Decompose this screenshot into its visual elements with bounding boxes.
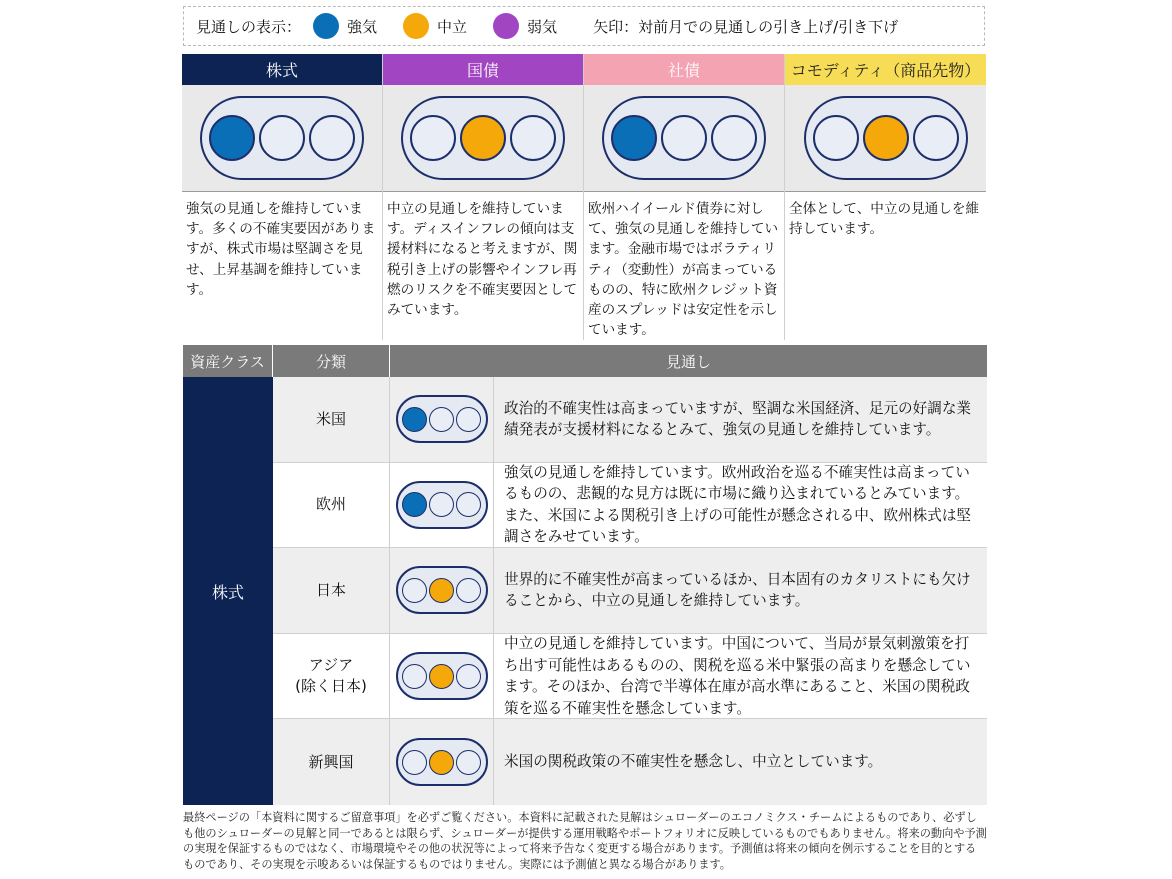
lamp-right	[456, 664, 481, 689]
lamp-right	[456, 578, 481, 603]
table-header-row	[183, 345, 987, 377]
card-description: 中立の見通しを維持しています。ディスインフレの傾向は支援材料になると考えますが、関税引き上げの影響やインフレ再燃のリスクを不確実要因としてみています。	[387, 201, 578, 319]
legend-neutral-dot-icon	[403, 13, 429, 39]
legend-bullish-label: 強気	[347, 17, 378, 36]
traffic-light-icon	[804, 96, 968, 180]
row-category: 米国	[273, 377, 390, 462]
disclaimer-footer: 最終ページの「本資料に関するご留意事項」を必ずご覧ください。本資料に記載された見解はシュローダーのエコノミクス・チームによるものであり、必ずしも他のシュローダーの見解と同一であるとは限らず、シュローダーが提供する運用戦略やポートフォリオに反映しているものでもありません。将来の動向や予測の実現を保証するものではなく、市場環境やその他の状況等によって将来予告なく変更する場合があります。予測値は将来の傾向を例示することを目的とするものであり、その実現を示唆あるいは保証するものではりません。実際には予測値と異なる場合があります。	[183, 811, 987, 871]
lamp-left	[402, 664, 427, 689]
header-asset-class: 資産クラス	[183, 345, 273, 377]
card-header: 国債	[383, 54, 583, 85]
lamp-right	[456, 750, 481, 775]
lamp-left	[611, 115, 657, 161]
legend-neutral-label: 中立	[437, 17, 468, 36]
header-category: 分類	[273, 345, 390, 377]
card-description: 全体として、中立の見通しを維持しています。	[789, 201, 980, 238]
table-row	[273, 719, 987, 805]
card-header: 社債	[584, 54, 784, 85]
signal-cell	[390, 463, 494, 548]
header-outlook: 見通し	[665, 352, 711, 371]
signal-area	[383, 85, 583, 192]
signal-area	[785, 85, 986, 192]
row-outlook-text: 世界的に不確実性が高まっているほか、日本固有のカタリストにも欠けることから、中立の見通しを維持しています。	[504, 570, 971, 610]
card-description: 強気の見通しを維持しています。多くの不確実要因がありますが、株式市場は堅調さを見せ、上昇基調を維持しています。	[186, 201, 376, 298]
row-category: 日本	[273, 548, 390, 633]
lamp-left	[209, 115, 255, 161]
asset-class-cards	[182, 54, 986, 340]
lamp-right	[309, 115, 355, 161]
signal-area	[182, 85, 382, 192]
traffic-light-icon	[396, 481, 488, 529]
traffic-light-icon	[396, 566, 488, 614]
lamp-center	[429, 407, 454, 432]
traffic-light-icon	[396, 395, 488, 443]
table-row	[273, 634, 987, 720]
lamp-center	[259, 115, 305, 161]
lamp-center	[863, 115, 909, 161]
row-outlook-text: 中立の見通しを維持しています。中国について、当局が景気刺激策を打ち出す可能性はあるものの、関税を巡る米中緊張の高まりを懸念しています。そのほか、台湾で半導体在庫が高水準にあること、米国の関税政策を巡る不確実性を懸念しています。	[504, 635, 971, 717]
row-category: 欧州	[273, 463, 390, 548]
lamp-left	[402, 578, 427, 603]
table-body	[183, 377, 987, 805]
lamp-left	[813, 115, 859, 161]
lamp-left	[402, 407, 427, 432]
legend-bullish-dot-icon	[313, 13, 339, 39]
card-equity	[182, 54, 383, 340]
card-commodities	[785, 54, 986, 340]
lamp-left	[402, 750, 427, 775]
legend-bearish-dot-icon	[493, 13, 519, 39]
lamp-right	[456, 407, 481, 432]
lamp-center	[429, 750, 454, 775]
legend	[183, 6, 985, 46]
legend-title: 見通しの表示：	[196, 17, 302, 36]
signal-cell	[390, 548, 494, 633]
traffic-light-icon	[396, 652, 488, 700]
asset-class-cell: 株式	[183, 377, 273, 805]
table-row	[273, 463, 987, 549]
lamp-center	[429, 664, 454, 689]
lamp-center	[429, 492, 454, 517]
card-corporate-bonds	[584, 54, 785, 340]
card-header: 株式	[182, 54, 382, 85]
traffic-light-icon	[602, 96, 766, 180]
lamp-right	[913, 115, 959, 161]
card-header: コモディティ（商品先物）	[785, 54, 986, 85]
signal-cell	[390, 719, 494, 805]
outlook-table	[183, 345, 987, 805]
row-outlook-text: 強気の見通しを維持しています。欧州政治を巡る不確実性は高まっているものの、悲観的な見方は既に市場に織り込まれているとみています。また、米国による関税引き上げの可能性が懸念される中、欧州株式は堅調さをみせています。	[504, 463, 972, 546]
lamp-right	[711, 115, 757, 161]
signal-area	[584, 85, 784, 192]
legend-bearish-label: 弱気	[527, 17, 558, 36]
legend-arrow-note: 矢印：対前月での見通しの引き上げ/引き下げ	[593, 17, 899, 36]
row-category: 新興国	[273, 719, 390, 805]
lamp-center	[429, 578, 454, 603]
lamp-center	[460, 115, 506, 161]
row-category: アジア (除く日本)	[273, 634, 390, 719]
lamp-right	[456, 492, 481, 517]
traffic-light-icon	[396, 738, 488, 786]
signal-cell	[390, 634, 494, 719]
table-row	[273, 377, 987, 463]
traffic-light-icon	[401, 96, 565, 180]
card-description: 欧州ハイイールド債券に対して、強気の見通しを維持しています。金融市場ではボラティリティ（変動性）が高まっているものの、特に欧州クレジット資産のスプレッドは安定性を示しています。	[588, 201, 779, 339]
table-row	[273, 548, 987, 634]
row-outlook-text: 米国の関税政策の不確実性を懸念し、中立としています。	[504, 753, 883, 771]
lamp-right	[510, 115, 556, 161]
signal-cell	[390, 377, 494, 462]
lamp-center	[661, 115, 707, 161]
row-outlook-text: 政治的不確実性は高まっていますが、堅調な米国経済、足元の好調な業績発表が支援材料になるとみて、強気の見通しを維持しています。	[504, 399, 972, 439]
lamp-left	[402, 492, 427, 517]
table-rows	[273, 377, 987, 805]
card-government-bonds	[383, 54, 584, 340]
lamp-left	[410, 115, 456, 161]
traffic-light-icon	[200, 96, 364, 180]
